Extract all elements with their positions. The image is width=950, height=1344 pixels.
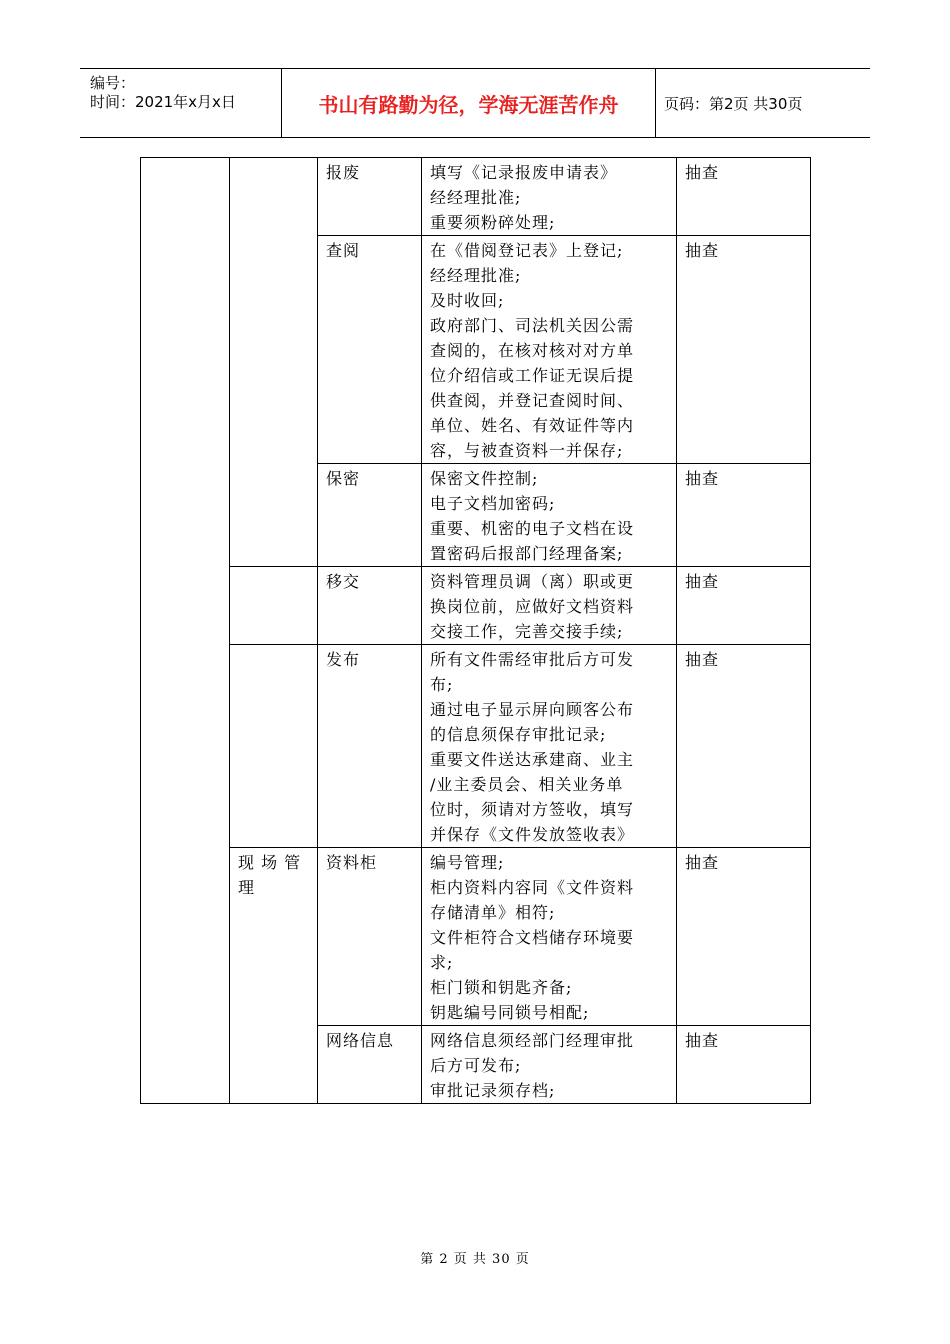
requirement-line: /业主委员会、相关业务单 [430, 775, 624, 794]
requirement-line: 置密码后报部门经理备案; [430, 544, 624, 563]
requirement-cell [422, 236, 677, 464]
check-method-cell: 抽查 [677, 236, 811, 464]
requirement-cell [422, 567, 677, 645]
requirement-line: 审批记录须存档; [430, 1081, 556, 1100]
requirement-line: 所有文件需经审批后方可发 [430, 650, 635, 669]
requirement-line: 经经理批准; [430, 266, 522, 285]
item-cell: 查阅 [318, 236, 422, 464]
requirement-line: 位时，须请对方签收，填写 [430, 800, 635, 819]
requirement-line: 位介绍信或工作证无误后提 [430, 366, 635, 385]
requirement-line: 交接工作，完善交接手续; [430, 622, 624, 641]
page-header [80, 68, 870, 138]
requirement-line: 存储清单》相符; [430, 903, 556, 922]
table-row [141, 567, 811, 645]
document-time-label: 时间：2021年x月x日 [90, 93, 236, 111]
check-method-cell: 抽查 [677, 645, 811, 848]
requirement-line: 重要、机密的电子文档在设 [430, 519, 635, 538]
requirement-line: 钥匙编号同锁号相配; [430, 1003, 590, 1022]
requirement-line: 在《借阅登记表》上登记; [430, 241, 624, 260]
requirement-line: 填写《记录报废申请表》 [430, 163, 618, 182]
requirement-line: 的信息须保存审批记录; [430, 725, 607, 744]
requirement-line: 经经理批准; [430, 188, 522, 207]
check-method-cell: 抽查 [677, 848, 811, 1026]
requirement-line: 编号管理; [430, 853, 505, 872]
item-cell: 网络信息 [318, 1026, 422, 1104]
requirement-line: 单位、姓名、有效证件等内 [430, 416, 635, 435]
item-cell: 发布 [318, 645, 422, 848]
category-cell [141, 158, 230, 1104]
requirement-line: 布; [430, 675, 454, 694]
requirement-line: 求; [430, 953, 454, 972]
check-method-cell: 抽查 [677, 464, 811, 567]
header-page-info: 页码：第2页 共30页 [664, 94, 803, 113]
requirement-cell [422, 464, 677, 567]
requirement-line: 及时收回; [430, 291, 505, 310]
document-number-label: 编号： [90, 74, 136, 92]
requirement-cell [422, 848, 677, 1026]
check-method-cell: 抽查 [677, 158, 811, 236]
requirement-line: 供查阅，并登记查阅时间、 [430, 391, 635, 410]
requirement-line: 文件柜符合文档储存环境要 [430, 928, 635, 947]
subcategory-cell [230, 848, 318, 1104]
item-cell: 报废 [318, 158, 422, 236]
requirement-line: 网络信息须经部门经理审批 [430, 1031, 635, 1050]
subcategory-cell [230, 158, 318, 567]
requirement-line: 容，与被查资料一并保存; [430, 441, 624, 460]
item-cell: 保密 [318, 464, 422, 567]
requirement-line: 换岗位前，应做好文档资料 [430, 597, 635, 616]
table-row [141, 848, 811, 1026]
check-method-cell: 抽查 [677, 567, 811, 645]
requirement-line: 政府部门、司法机关因公需 [430, 316, 635, 335]
requirement-line: 电子文档加密码; [430, 494, 556, 513]
requirement-line: 重要文件送达承建商、业主 [430, 750, 635, 769]
requirement-cell [422, 1026, 677, 1104]
page-footer: 第 2 页 共 30 页 [420, 1252, 530, 1267]
subcategory-cell [230, 645, 318, 848]
requirement-line: 后方可发布; [430, 1056, 522, 1075]
header-motto: 书山有路勤为径，学海无涯苦作舟 [281, 69, 656, 137]
item-cell: 移交 [318, 567, 422, 645]
content-table [140, 157, 811, 1104]
table-row [141, 645, 811, 848]
requirement-cell [422, 645, 677, 848]
item-cell: 资料柜 [318, 848, 422, 1026]
requirement-line: 通过电子显示屏向顾客公布 [430, 700, 635, 719]
header-left [80, 69, 281, 137]
group-label-line: 现 场 管 [238, 853, 302, 872]
requirement-line: 重要须粉碎处理; [430, 213, 556, 232]
group-label-line: 理 [238, 878, 256, 897]
requirement-line: 柜内资料内容同《文件资料 [430, 878, 635, 897]
requirement-cell [422, 158, 677, 236]
subcategory-cell [230, 567, 318, 645]
table-row [141, 158, 811, 236]
requirement-line: 并保存《文件发放签收表》 [430, 825, 635, 844]
requirement-line: 柜门锁和钥匙齐备; [430, 978, 573, 997]
requirement-line: 资料管理员调（离）职或更 [430, 572, 635, 591]
requirement-line: 查阅的，在核对核对对方单 [430, 341, 635, 360]
requirement-line: 保密文件控制; [430, 469, 539, 488]
check-method-cell: 抽查 [677, 1026, 811, 1104]
